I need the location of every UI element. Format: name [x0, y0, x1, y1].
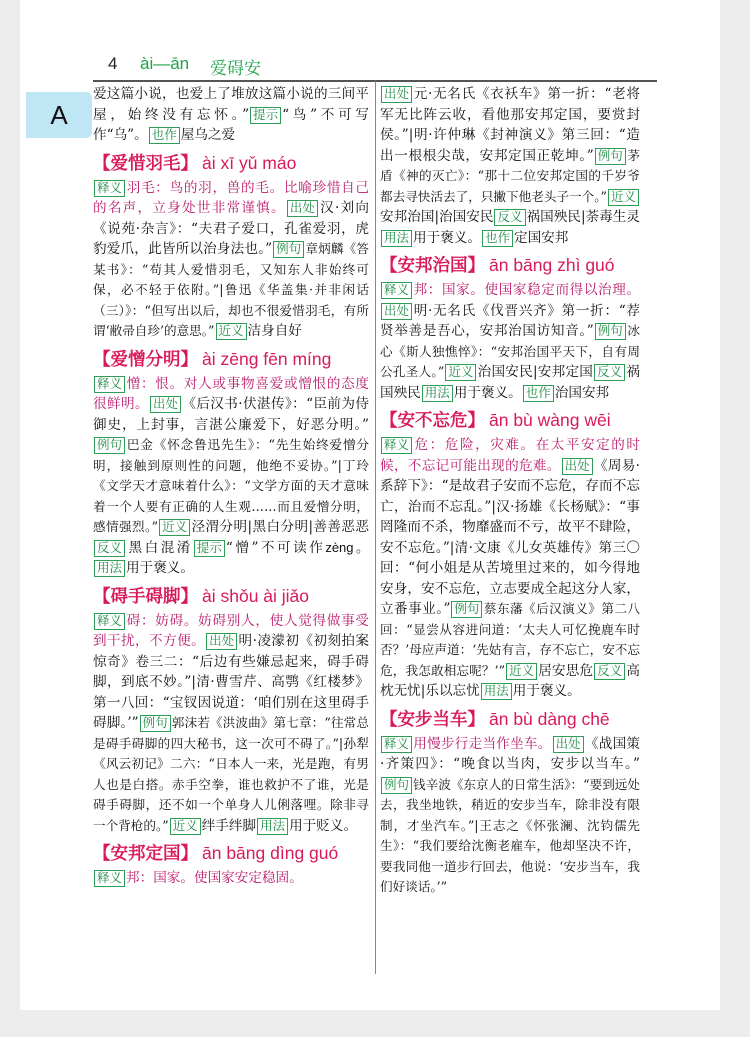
- entry-headword: 【碍手碍脚】 ài shǒu ài jiǎo: [93, 585, 310, 606]
- pinyin-range: ài—ān: [140, 54, 190, 73]
- entry-body: 释义 危：危险，灾难。在太平安定的时候，不忘记可能出现的危难。 出处 《周易·系辞下》：“是故君子安而不忘危，存而不忘亡，治而不忘乱。”|汉·扬雄《长杨赋》：“事罔隆而不杀，物靡盛而不亏，故平不肆险，安不忘危。”|清·文康《儿女英雄传》第三〇回：“何小姐是从苦境里过来的，如今得地安身，安不忘危，立志要成全起这分人家，立番事业。” 例句 蔡东藩《后汉演义》第二八回：“显尝从容进问道：‘太夫人可忆挽鹿车时否？’母应声道：‘先姑有言，存不忘亡，安不忘危，我怎敢相忘呢？’” 近义 居安思危 反义 高枕无忧|乐以忘忧 用法 用于褒义。: [380, 437, 640, 699]
- char-range: 爱碍安: [210, 59, 261, 78]
- entry-headword: 【爱惜羽毛】 ài xī yǔ máo: [93, 152, 297, 173]
- column-divider: [375, 81, 376, 974]
- continued-entry: 出处 元·无名氏《衣袄车》第一折：“老将军无比阵云收，看他那安邦定国，要赏封侯。”|明·许仲琳《封神演义》第三回：“造出一根根尖哉，安邦定国正乾坤。” 例句 茅盾《神的灭亡》：“那十二位安邦定国的千岁爷都去寻快活去了，只撇下他老头子一个。” 近义安邦治国|治国安民 反义 祸国殃民|荼毒生灵用法 用于褒义。 也作 定国安邦: [380, 86, 640, 246]
- entry-headword: 【安步当车】 ān bù dàng chē: [380, 708, 610, 729]
- entry-body: 释义 碍：妨碍。妨碍别人，使人觉得做事受到干扰，不方便。 出处 明·凌濛初《初刻拍案惊奇》卷三二：“后边有些嫌忌起来，碍手碍脚，到底不妙。”|清·曹雪芹、高鹗《红楼梦》第一八回：“宝钗因说道：‘咱们别在这里碍手碍脚。’” 例句 郭沫若《洪波曲》第七章：“往常总是碍手碍脚的四大秘书，这一次可不碍了。”|孙犁《风云初记》二六：“日本人一来，光是跑，有男人也是白搭。赤手空拳，谁也救护不了谁，光是碍手碍脚，还不如一个单身人儿俐落哩。除非寻一个背枪的。” 近义 绊手绊脚 用法 用于贬义。: [93, 612, 369, 834]
- entry-body: 释义 羽毛：鸟的羽，兽的毛。比喻珍惜自己的名声，立身处世非常谨慎。 出处 汉·刘向《说苑·杂言》：“夫君子爱口，孔雀爱羽，虎豹爱爪，此皆所以治身法也。” 例句 章炳麟《答某书》：“苟其人爱惜羽毛，又知东人非始终可保，必不轻于依附。”|鲁迅《华盖集·并非闲话（三）》：“但写出以后，却也不很爱惜羽毛，有所谓‘敝帚自珍’的意思。” 近义 洁身自好: [93, 179, 369, 339]
- page-number: 4: [108, 54, 118, 73]
- entry-headword: 【安邦定国】 ān bāng dìng guó: [93, 843, 339, 863]
- entry-body: 释义 用慢步行走当作坐车。 出处 《战国策·齐策四》：“晚食以当肉，安步以当车。”例句 钱辛波《东京人的日常生活》：“要到远处去，我坐地铁，稍近的安步当车，除非没有限制，才坐汽车。”|王志之《怀张澜、沈钧儒先生》：“我们要给沈衡老雇车，他却坚决不许，要我同他一道步行回去，他说：‘安步当车，我们好谈话。’”: [380, 735, 640, 894]
- entry-body: 释义 憎：恨。对人或事物喜爱或憎恨的态度很鲜明。 出处 《后汉书·伏湛传》：“臣前为侍御史，上封事，言湛公廉爱下，好恶分明。”例句 巴金《怀念鲁迅先生》：“先生始终爱憎分明，接触到原则性的问题，他绝不妥协。”|丁玲《文学天才意味着什么》：“文学方面的天才意味着一个人要有正确的人生观……而且爱憎分明，感情强烈。” 近义 泾渭分明|黑白分明|善善恶恶反义 黑白混淆 提示 “憎”不可读作zèng。用法 用于褒义。: [93, 375, 369, 576]
- left-column: [93, 84, 369, 889]
- entry-headword: 【爱憎分明】 ài zēng fēn míng: [93, 348, 332, 369]
- continued-entry: 爱这篇小说，也爱上了堆放这篇小说的三间平屋，始终没有忘怀。” 提示 “鸟”不可写作“乌”。 也作 屋乌之爱: [93, 86, 369, 143]
- entry-headword: 【安邦治国】 ān bāng zhì guó: [380, 255, 615, 275]
- entry-headword: 【安不忘危】 ān bù wàng wēi: [380, 410, 611, 430]
- right-column: [380, 84, 640, 898]
- entry-body: 释义 邦：国家。使国家稳定而得以治理。出处 明·无名氏《伐晋兴齐》第一折：“荐贤举善是吾心，安邦治国访知音。” 例句 冰心《斯人独憔悴》：“安邦治国平天下，自有周公孔圣人。” 近义 治国安民|安邦定国 反义 祸国殃民 用法 用于褒义。 也作 治国安邦: [380, 282, 640, 401]
- letter-index-tab[interactable]: A: [26, 92, 92, 138]
- entry-body: 释义 邦：国家。使国家安定稳固。: [93, 868, 369, 889]
- page-header: [92, 54, 710, 78]
